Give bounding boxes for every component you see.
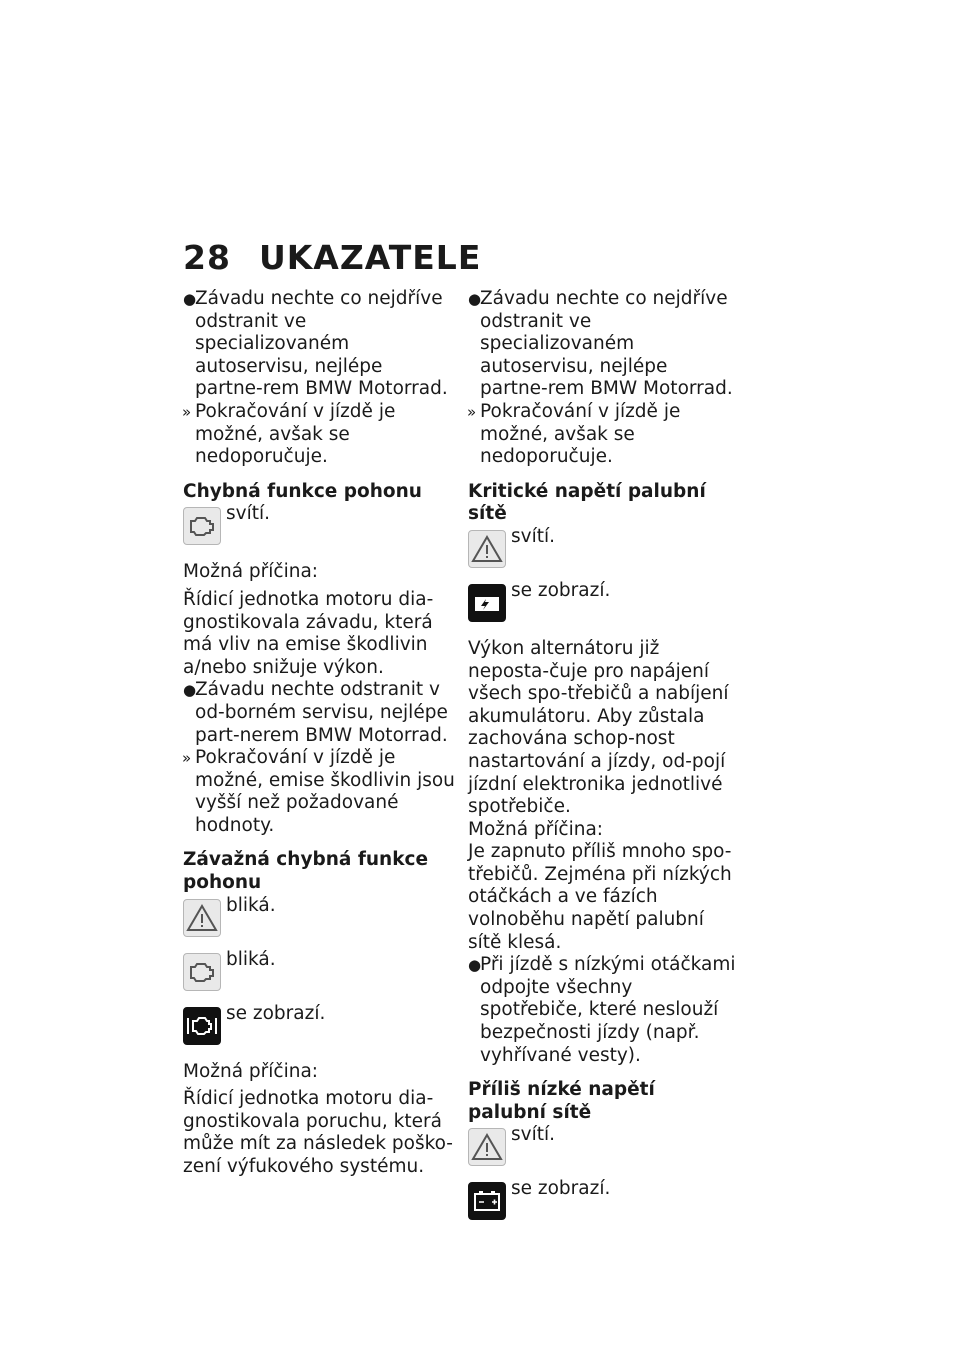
general-warning-icon: [183, 899, 221, 937]
section-heading: Příliš nízké napětí palubní sítě: [468, 1079, 655, 1123]
bullet-icon: ●: [183, 681, 197, 700]
indicator-row: [183, 505, 455, 557]
result-arrow-icon: »: [182, 749, 192, 768]
bullet-text: Závadu nechte odstranit v od-borném servisu, nejlépe part-nerem BMW Motorrad.: [195, 679, 448, 746]
indicator-state: svítí.: [511, 1124, 556, 1146]
indicator-state: bliká.: [226, 948, 276, 970]
page-header: [183, 238, 481, 277]
cause-label: Možná příčina:: [468, 818, 604, 840]
bullet-text: Závadu nechte co nejdříve odstranit ve specializovaném autoservisu, nejlépe partne-rem BMW Motorrad.: [195, 288, 448, 400]
result-text: Pokračování v jízdě je možné, avšak se nedoporučuje.: [480, 400, 681, 468]
indicator-row: [468, 1180, 738, 1232]
cause-text: Řídicí jednotka motoru dia-gnostikovala poruchu, která může mít za následek poško-zení výfukového systému.: [183, 1088, 453, 1178]
list-item: [183, 401, 455, 469]
indicator-state: svítí.: [226, 503, 271, 525]
list-item: [183, 747, 455, 837]
indicator-state: se zobrazí.: [511, 579, 611, 601]
cause-text: Je zapnuto příliš mnoho spo-třebičů. Zejména při nízkých otáčkách a ve fázích volnoběhu napětí palubní sítě klesá.: [468, 841, 732, 953]
result-text: Pokračování v jízdě je možné, emise škodlivin jsou vyšší než požadované hodnoty.: [195, 747, 455, 836]
indicator-row: [183, 948, 455, 1003]
indicator-state: se zobrazí.: [226, 1002, 326, 1024]
indicator-row: [468, 525, 738, 580]
cause-label: Možná příčina:: [183, 1060, 319, 1082]
cause-label: Možná příčina:: [183, 561, 319, 583]
left-column: [183, 288, 455, 1179]
battery-icon: [468, 1182, 506, 1220]
bullet-icon: ●: [468, 956, 482, 975]
indicator-row: [183, 1002, 455, 1057]
indicator-row: [468, 1126, 738, 1178]
engine-warning-icon: [183, 953, 221, 991]
result-arrow-icon: »: [182, 402, 192, 421]
bullet-text: Při jízdě s nízkými otáčkami odpojte všechny spotřebiče, které neslouží bezpečnosti jízdy (např. vyhřívané vesty).: [480, 954, 736, 1066]
section-heading: Závažná chybná funkce pohonu: [183, 849, 429, 894]
indicator-state: svítí.: [511, 525, 556, 547]
general-warning-icon: [468, 1128, 506, 1166]
bullet-icon: ●: [468, 290, 482, 308]
result-text: Pokračování v jízdě je možné, avšak se nedoporučuje.: [195, 400, 396, 468]
right-column: [468, 288, 738, 1232]
list-item: [183, 288, 455, 401]
cause-text: Řídicí jednotka motoru dia-gnostikovala závadu, která má vliv na emise škodlivin a/nebo snižuje výkon.: [183, 588, 434, 678]
list-item: [468, 401, 738, 469]
indicator-state: bliká.: [226, 894, 276, 916]
list-item: [468, 288, 738, 401]
bullet-text: Závadu nechte co nejdříve odstranit ve specializovaném autoservisu, nejlépe partne-rem BMW Motorrad.: [480, 288, 733, 400]
page-title: UKAZATELE: [258, 238, 482, 277]
page-number: 28: [183, 238, 231, 277]
general-warning-icon: [468, 530, 506, 568]
list-item: [183, 679, 455, 747]
engine-warning-icon: [183, 507, 221, 545]
indicator-row: [183, 894, 455, 949]
section-heading: Chybná funkce pohonu: [183, 480, 422, 502]
indicator-row: [468, 579, 738, 634]
section-heading: Kritické napětí palubní sítě: [468, 480, 706, 525]
bullet-icon: ●: [183, 290, 197, 308]
list-item: [468, 954, 738, 1067]
body-text: Výkon alternátoru již neposta-čuje pro napájení všech spo-třebičů a nabíjení akumulátoru. Aby zůstala zachována schop-nost nastartování a jízdy, od-pojí jízdní elektronika jednotlivé spotřebiče.: [468, 637, 729, 818]
engine-display-icon: [183, 1007, 221, 1045]
battery-warning-icon: [468, 584, 506, 622]
indicator-state: se zobrazí.: [511, 1178, 611, 1200]
result-arrow-icon: »: [467, 402, 477, 421]
